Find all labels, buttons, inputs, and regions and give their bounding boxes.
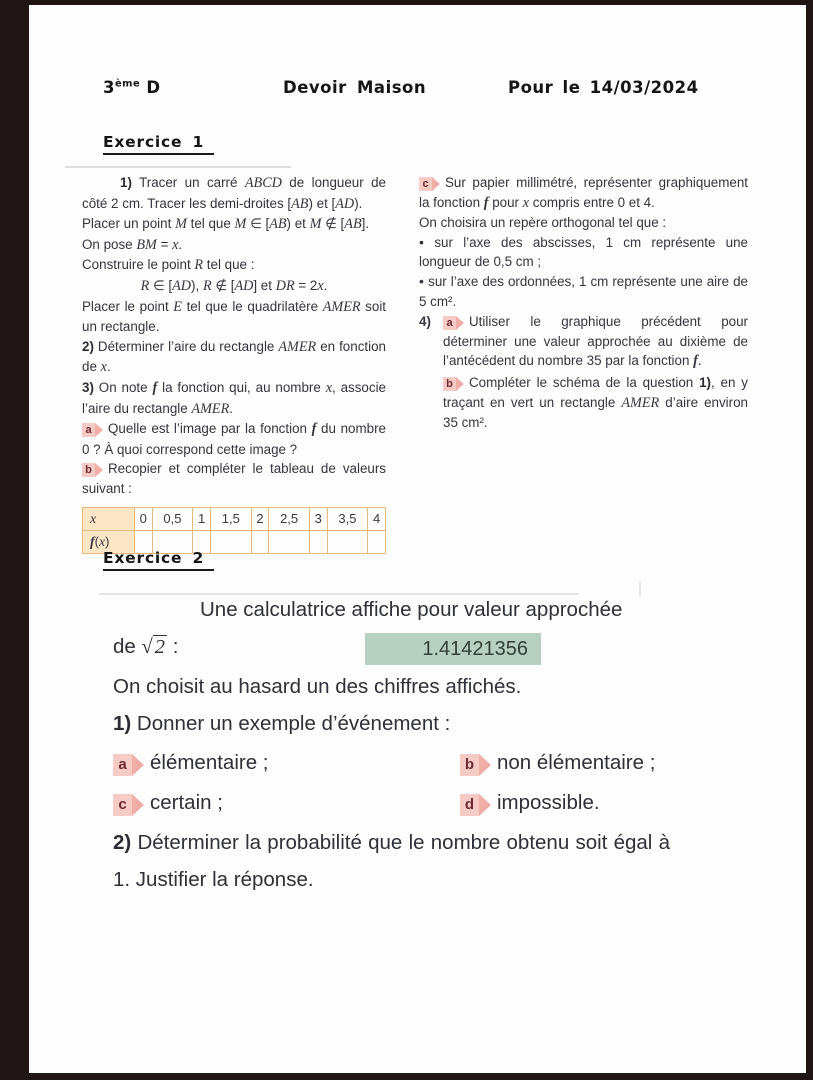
scan-artifact [65, 166, 291, 168]
question-3b-text: Recopier et compléter le tableau de valeurs suivant : [82, 461, 386, 496]
exercise2-block [113, 591, 670, 898]
exercise2-heading: Exercice 2 [103, 549, 214, 571]
event-d-label: impossible. [497, 791, 600, 814]
event-options [113, 744, 670, 821]
table-row-x [83, 507, 386, 530]
values-table [82, 507, 386, 554]
statement: On pose BM = x. [82, 236, 183, 253]
square-root-expression: √2 [141, 636, 166, 658]
exercise1-heading: Exercice 1 [103, 133, 214, 155]
intro-line-2 [113, 628, 670, 668]
x-cell: 0,5 [152, 507, 193, 530]
row-label-x: x [83, 507, 135, 530]
page-title: Devoir Maison [283, 78, 427, 97]
x-cell: 1,5 [210, 507, 251, 530]
marker-c-icon: c [113, 794, 132, 816]
statement: Construire le point R tel que : [82, 257, 255, 274]
radicand: 2 [154, 636, 166, 658]
x-cell: 2,5 [269, 507, 310, 530]
marker-b-icon: b [443, 377, 456, 391]
event-b-label: non élémentaire ; [497, 751, 656, 774]
exercise1-right-column [419, 173, 748, 554]
question-4a-text: Utiliser le graphique précédent pour déterminer une valeur approchée au dixième de l’antécédent du nombre 35 par la fonction f. [443, 314, 748, 370]
question-2: 2) Déterminer l’aire du rectangle AMER en fonction de x. [82, 338, 386, 376]
fx-cell [309, 530, 327, 553]
event-d [460, 784, 670, 821]
event-a-label: élémentaire ; [150, 751, 269, 774]
marker-a-icon: a [443, 316, 456, 330]
marker-c-icon: c [419, 177, 432, 191]
question-3c [419, 173, 748, 213]
row-label-fx: f(x) [83, 530, 135, 553]
question-3a [82, 419, 386, 459]
question-1: 1) Donner un exemple d’événement : [113, 712, 451, 735]
marker-a-icon: a [82, 423, 95, 437]
x-cell: 1 [193, 507, 211, 530]
bullet-item: • sur l’axe des abscisses, 1 cm représente une longueur de 0,5 cm ; [419, 233, 748, 272]
fx-cell [269, 530, 310, 553]
question-3a-text: Quelle est l’image par la fonction f du nombre 0 ? À quoi correspond cette image ? [82, 421, 386, 457]
document-page [29, 5, 806, 1073]
due-date: Pour le 14/03/2024 [508, 78, 699, 97]
class-label: 3ème D [103, 78, 161, 97]
statement-centered: R ∈ [AD), R ∉ [AD] et DR = 2x. [140, 277, 328, 294]
event-c-label: certain ; [150, 791, 223, 814]
exercise1-columns [82, 173, 748, 554]
calculator-display: 1.41421356 [365, 633, 541, 665]
fx-cell [368, 530, 386, 553]
fx-cell [210, 530, 251, 553]
x-cell: 3 [309, 507, 327, 530]
question-3: 3) On note f la fonction qui, au nombre x, associe l’aire du rectangle AMER. [82, 379, 386, 417]
x-cell: 4 [368, 507, 386, 530]
bullet-item: • sur l’axe des ordonnées, 1 cm représente une aire de 5 cm². [419, 272, 748, 311]
marker-b-icon: b [460, 754, 479, 776]
statement: Placer un point M tel que M ∈ [AB) et M ∉ [AB]. [82, 216, 370, 233]
statement: On choisit au hasard un des chiffres affichés. [113, 675, 522, 698]
question-2: 2) Déterminer la probabilité que le nombre obtenu soit égal à 1. Justifier la réponse. [113, 831, 670, 891]
event-a [113, 744, 460, 781]
x-cell: 2 [251, 507, 269, 530]
marker-a-icon: a [113, 754, 132, 776]
intro-line-1: Une calculatrice affiche pour valeur approchée [200, 598, 623, 621]
intro-line-2-post: : [172, 635, 179, 658]
marker-b-icon: b [82, 463, 95, 477]
statement: On choisira un repère orthogonal tel que : [419, 215, 667, 231]
question-4b [443, 373, 748, 433]
question-4a [443, 312, 748, 372]
question-4b-text: Compléter le schéma de la question 1), en y traçant en vert un rectangle AMER d’aire environ 35 cm². [443, 374, 748, 431]
fx-cell [327, 530, 368, 553]
x-cell: 0 [135, 507, 153, 530]
question-1: 1) Tracer un carré ABCD de longueur de côté 2 cm. Tracer les demi-droites [AB) et [AD). [82, 175, 386, 212]
question-4 [419, 312, 748, 433]
fx-cell [251, 530, 269, 553]
x-cell: 3,5 [327, 507, 368, 530]
intro-line-2-pre: de [113, 635, 136, 658]
question-3b [82, 459, 386, 498]
event-b [460, 744, 670, 781]
question-3c-text: Sur papier millimétré, représenter graphiquement la fonction f pour x compris entre 0 et 4. [419, 175, 748, 211]
statement: Placer le point E tel que le quadrilatère AMER soit un rectangle. [82, 298, 387, 335]
exercise1-left-column [82, 173, 386, 554]
event-c [113, 784, 460, 821]
question-4-number: 4) [419, 314, 431, 330]
marker-d-icon: d [460, 794, 479, 816]
